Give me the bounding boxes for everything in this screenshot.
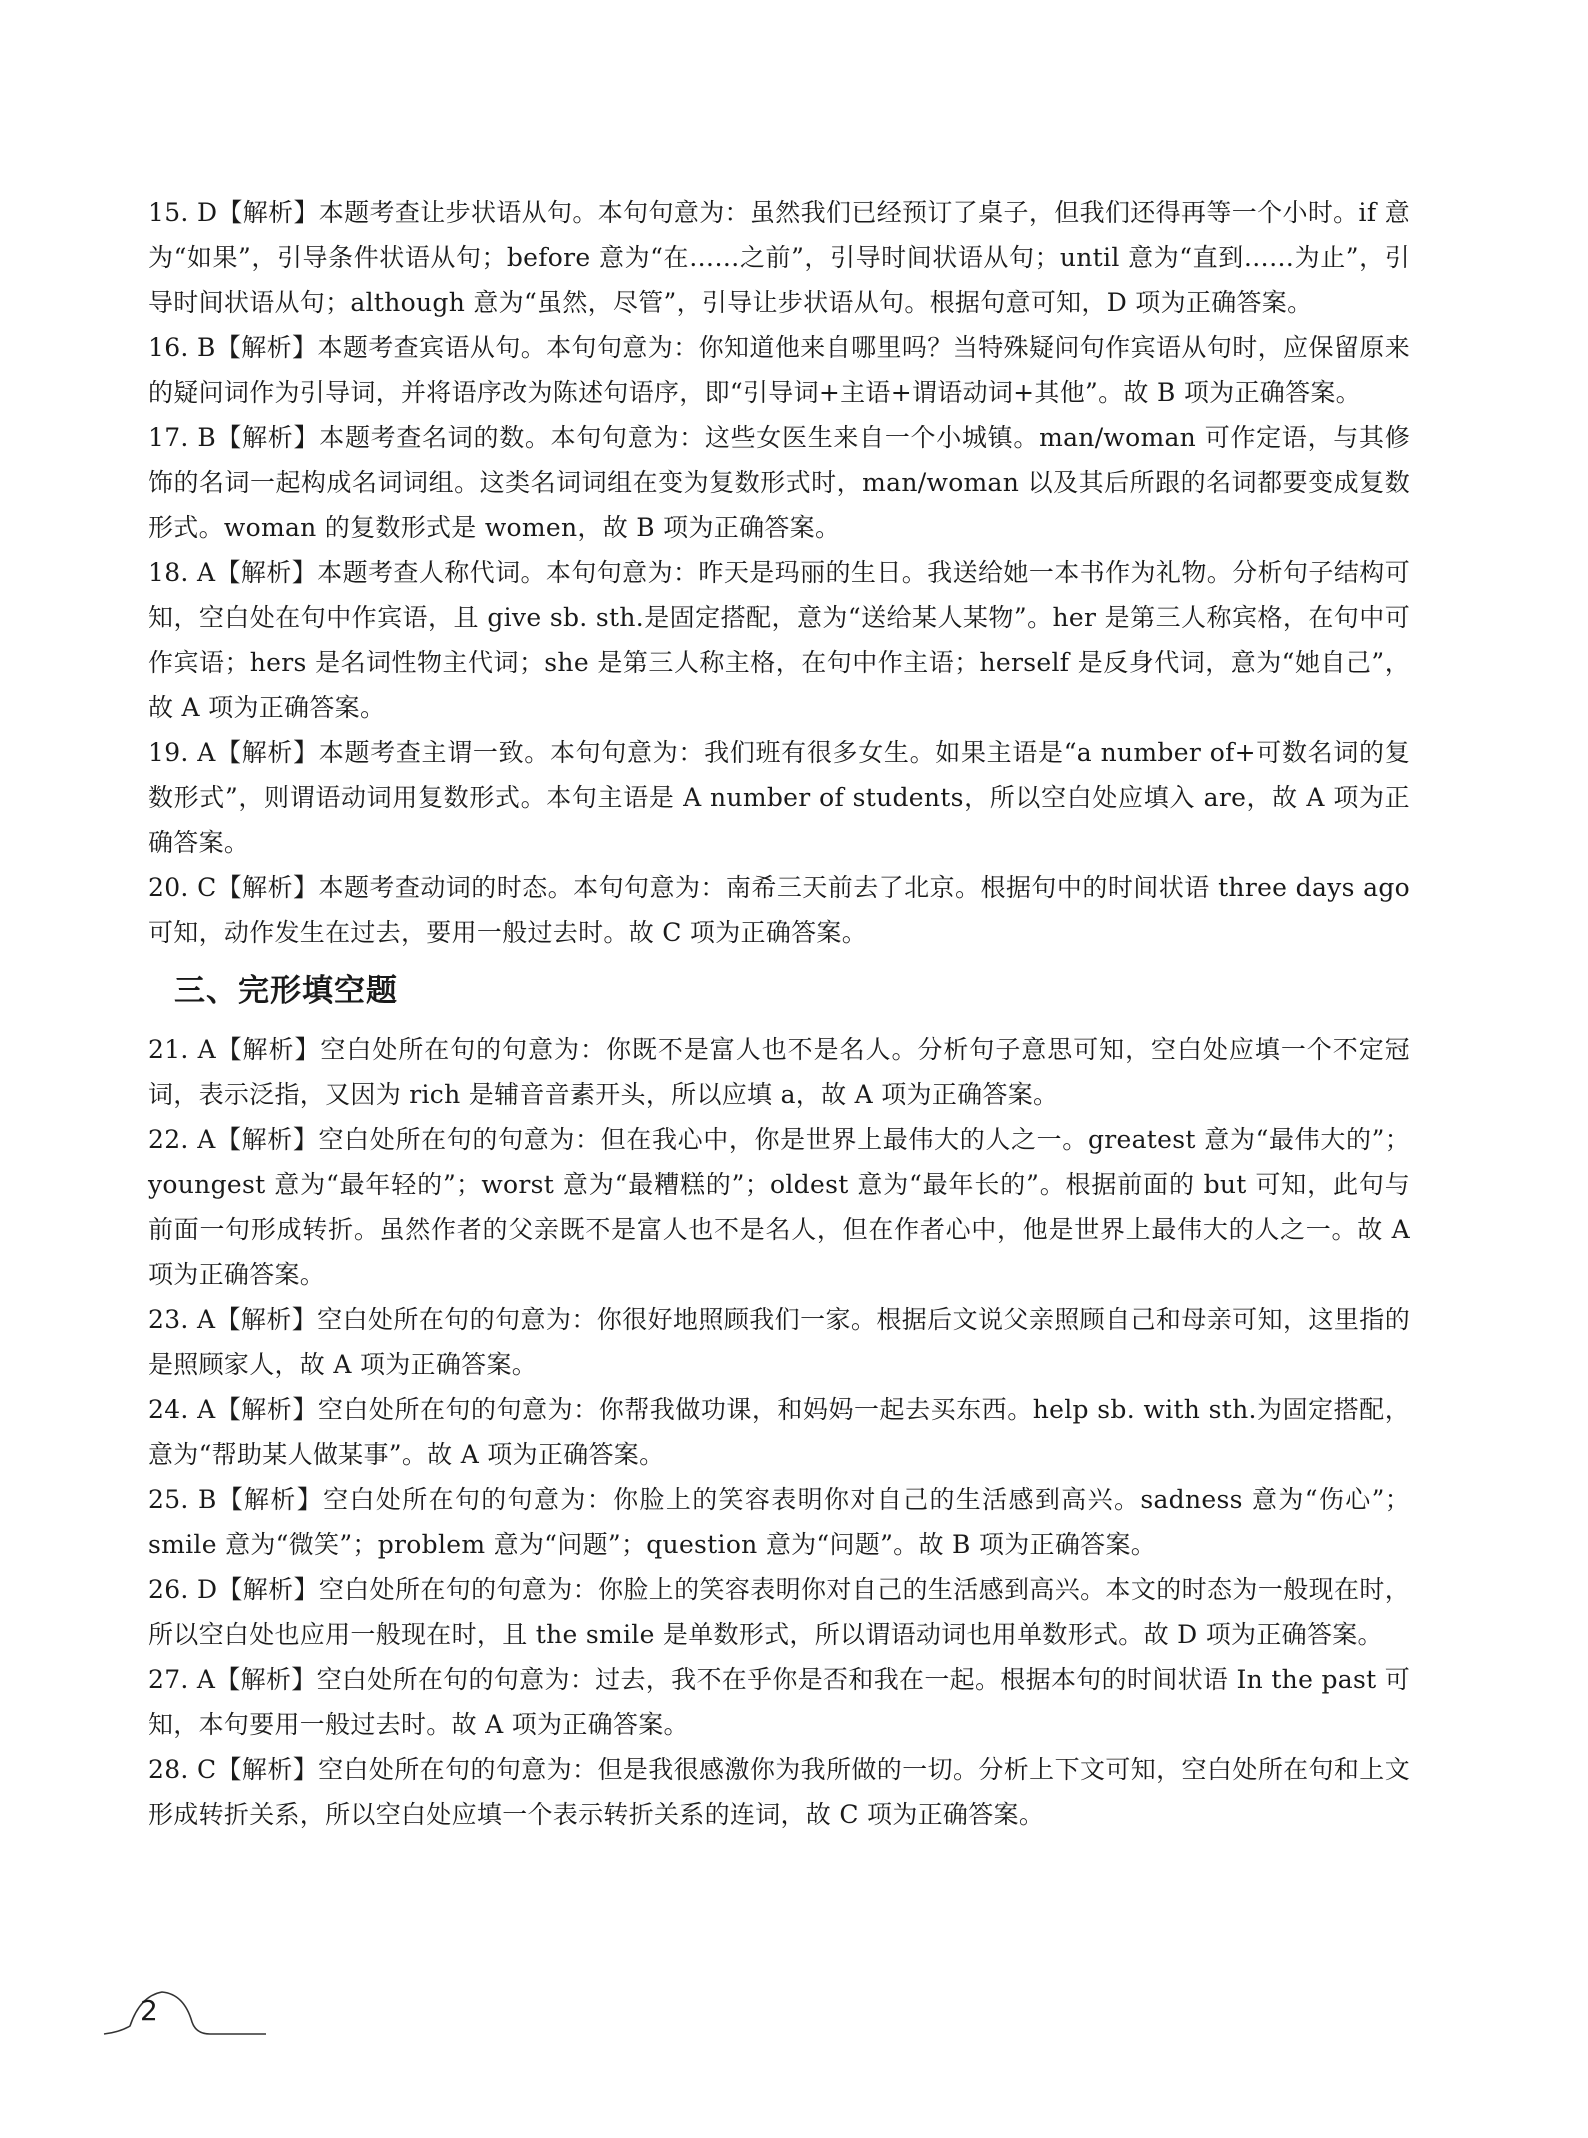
answer-item-24: 24. A【解析】空白处所在句的句意为：你帮我做功课，和妈妈一起去买东西。help sb. with sth.为固定搭配，意为“帮助某人做某事”。故 A 项为正确答案。 — [148, 1395, 1410, 1469]
answer-item-27: 27. A【解析】空白处所在句的句意为：过去，我不在乎你是否和我在一起。根据本句的时间状语 In the past 可知，本句要用一般过去时。故 A 项为正确答案。 — [148, 1665, 1410, 1739]
page-number-ornament — [100, 1982, 270, 2046]
page-number: 2 — [140, 1994, 158, 2027]
answer-item-22: 22. A【解析】空白处所在句的句意为：但在我心中，你是世界上最伟大的人之一。greatest 意为“最伟大的”；youngest 意为“最年轻的”；worst 意为“最糟糕的”；oldest 意为“最年长的”。根据前面的 but 可知，此句与前面一句形成转折。虽然作者的父亲既不是富人也不是名人，但在作者心中，他是世界上最伟大的人之一。故 A 项为正确答案。 — [148, 1125, 1410, 1289]
answer-page — [148, 190, 1410, 1837]
answer-item-16: 16. B【解析】本题考查宾语从句。本句句意为：你知道他来自哪里吗？当特殊疑问句作宾语从句时，应保留原来的疑问词作为引导词，并将语序改为陈述句语序，即“引导词+主语+谓语动词+其他”。故 B 项为正确答案。 — [148, 333, 1410, 407]
answer-item-17: 17. B【解析】本题考查名词的数。本句句意为：这些女医生来自一个小城镇。man/woman 可作定语，与其修饰的名词一起构成名词词组。这类名词词组在变为复数形式时，man/woman 以及其后所跟的名词都要变成复数形式。woman 的复数形式是 women，故 B 项为正确答案。 — [148, 423, 1410, 542]
answer-item-18: 18. A【解析】本题考查人称代词。本句句意为：昨天是玛丽的生日。我送给她一本书作为礼物。分析句子结构可知，空白处在句中作宾语，且 give sb. sth.是固定搭配，意为“送给某人某物”。her 是第三人称宾格，在句中可作宾语；hers 是名词性物主代词；she 是第三人称主格，在句中作主语；herself 是反身代词，意为“她自己”，故 A 项为正确答案。 — [148, 558, 1410, 722]
answer-item-26: 26. D【解析】空白处所在句的句意为：你脸上的笑容表明你对自己的生活感到高兴。本文的时态为一般现在时，所以空白处也应用一般现在时，且 the smile 是单数形式，所以谓语动词也用单数形式。故 D 项为正确答案。 — [148, 1575, 1410, 1649]
answer-item-15: 15. D【解析】本题考查让步状语从句。本句句意为：虽然我们已经预订了桌子，但我们还得再等一个小时。if 意为“如果”，引导条件状语从句；before 意为“在……之前”，引导时间状语从句；until 意为“直到……为止”，引导时间状语从句；although 意为“虽然，尽管”，引导让步状语从句。根据句意可知，D 项为正确答案。 — [148, 198, 1410, 317]
answer-item-20: 20. C【解析】本题考查动词的时态。本句句意为：南希三天前去了北京。根据句中的时间状语 three days ago 可知，动作发生在过去，要用一般过去时。故 C 项为正确答案。 — [148, 873, 1410, 947]
answer-item-28: 28. C【解析】空白处所在句的句意为：但是我很感激你为我所做的一切。分析上下文可知，空白处所在句和上文形成转折关系，所以空白处应填一个表示转折关系的连词，故 C 项为正确答案。 — [148, 1755, 1410, 1829]
section-heading-cloze: 三、完形填空题 — [174, 973, 398, 1009]
answer-item-21: 21. A【解析】空白处所在句的句意为：你既不是富人也不是名人。分析句子意思可知，空白处应填一个不定冠词，表示泛指，又因为 rich 是辅音音素开头，所以应填 a，故 A 项为正确答案。 — [148, 1035, 1410, 1109]
page-footer — [100, 1982, 270, 2046]
answer-item-23: 23. A【解析】空白处所在句的句意为：你很好地照顾我们一家。根据后文说父亲照顾自己和母亲可知，这里指的是照顾家人，故 A 项为正确答案。 — [148, 1305, 1410, 1379]
answer-item-25: 25. B【解析】空白处所在句的句意为：你脸上的笑容表明你对自己的生活感到高兴。sadness 意为“伤心”；smile 意为“微笑”；problem 意为“问题”；question 意为“问题”。故 B 项为正确答案。 — [148, 1485, 1410, 1559]
answer-item-19: 19. A【解析】本题考查主谓一致。本句句意为：我们班有很多女生。如果主语是“a number of+可数名词的复数形式”，则谓语动词用复数形式。本句主语是 A number of students，所以空白处应填入 are，故 A 项为正确答案。 — [148, 738, 1410, 857]
